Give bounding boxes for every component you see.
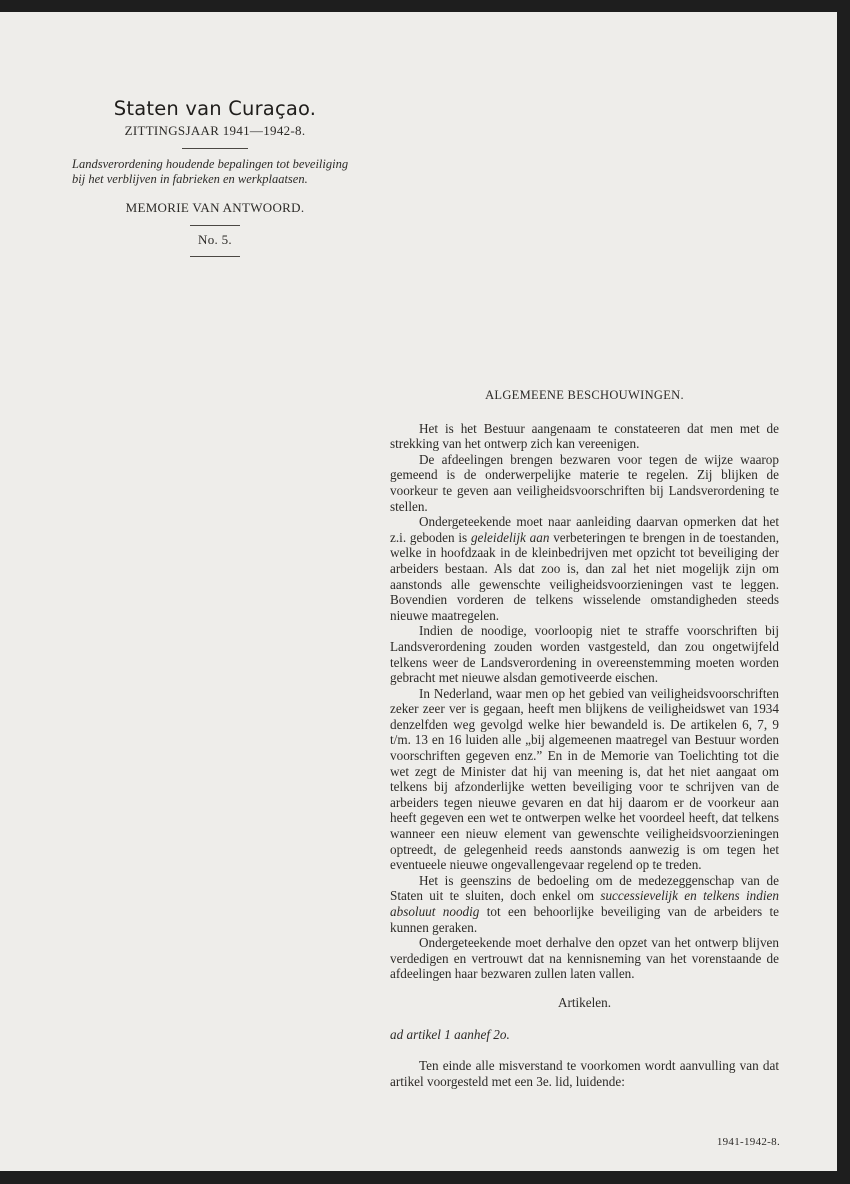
session-year: ZITTINGSJAAR 1941—1942-8.	[124, 123, 306, 138]
paragraph-text: verbeteringen te brengen in de toestanden, welke in hoofdzaak in de kleinbedrijven met opzicht tot beveiliging der arbeiders bestaan. Als dat zoo is, dan zal het niet mogelijk zijn om aanstonds alle gewenschte veiligheidsvoorzieningen vast te leggen. Bovendien vorderen de telkens wisselende omstandigheden steeds nieuwe maatregelen.	[390, 529, 779, 623]
paragraph: Ten einde alle misverstand te voorkomen wordt aanvulling van dat artikel voorgesteld met een 3e. lid, luidende:	[390, 1058, 779, 1089]
paragraph: Het is het Bestuur aangenaam te constateeren dat men met de strekking van het ontwerp zich kan vereenigen.	[390, 420, 779, 452]
header-divider	[182, 148, 248, 149]
paragraph	[390, 873, 779, 935]
document-title: Staten van Curaçao.	[113, 97, 317, 120]
paragraph: De afdeelingen brengen bezwaren voor tegen de wijze waarop gemeend is de onderwerpelijke materie te regelen. Zij blijken de voorkeur te geven aan veiligheidsvoorschriften bij Landsverordening te stellen.	[390, 451, 779, 514]
header-divider	[190, 256, 240, 257]
document-type: MEMORIE VAN ANTWOORD.	[125, 200, 305, 215]
emphasis-text: geleidelijk aan	[470, 529, 550, 545]
document-header	[60, 92, 370, 257]
paragraph-text: Het is geenszins de bedoeling om de medezeggenschap van de Staten uit te sluiten, doch enkel om	[390, 872, 779, 904]
document-page	[0, 12, 837, 1171]
document-number: No. 5.	[198, 232, 232, 247]
paragraph: In Nederland, waar men op het gebied van veiligheidsvoorschriften zeker zeer ver is gegaan, heeft men blijkens de veiligheidswet van 1934 denzelfden weg gevolgd welke hier bewandeld is. De artikelen 6, 7, 9 t/m. 13 en 16 luiden alle „bij algemeenen maatregel van Bestuur worden voorschriften gegeven enz.” En in de Memorie van Toelichting tot die wet zegt de Minister dat hij van meening is, dat het niet aangaat om telkens bij afzonderlijke wetten beveiliging voor te schrijven van de arbeiders tegen nieuwe gevaren en dat hij daarom er de voorkeur aan heeft gegeven een wet te ontwerpen welke het voordeel heeft, dat telkens wanneer een nieuw element van gewenschte veiligheidsvoorzieningen optreedt, de gelegenheid reeds aanstonds aanwezig is om tegen het eventueele nieuwe ongevallengevaar regelend op te treden.	[390, 685, 779, 873]
subject-title: Landsverordening houdende bepalingen tot beveiliging bij het verblijven in fabrieken en werkplaatsen.	[72, 157, 349, 186]
page-code: 1941-1942-8.	[716, 1136, 780, 1148]
section-heading: ALGEMEENE BESCHOUWINGEN.	[485, 388, 684, 402]
article-reference: ad artikel 1 aanhef 2o.	[390, 1026, 510, 1042]
paragraph: Indien de noodige, voorloopig niet te straffe voorschriften bij Landsverordening zouden worden vastgesteld, dan zou ongetwijfeld telkens weer de Landsverordening in overeenstemming moeten worden gebracht met nieuwe alsdan gemotiveerde eischen.	[390, 623, 779, 686]
paragraph-text: tot een behoorlijke beveiliging van de arbeiders te kunnen geraken.	[390, 904, 780, 935]
paragraph	[390, 514, 779, 623]
emphasis-text: successievelijk en telkens indien absoluut noodig	[390, 888, 779, 919]
articles-heading: Artikelen.	[557, 994, 612, 1010]
paragraph-text: Ondergeteekende moet naar aanleiding daarvan opmerken dat het z.i. geboden is	[390, 514, 779, 545]
header-divider	[190, 225, 240, 226]
paragraph: Ondergeteekende moet derhalve den opzet van het ontwerp blijven verdedigen en vertrouwt dat na kennisneming van het vorenstaande de afdeelingen haar bezwaren zullen laten vallen.	[390, 935, 779, 982]
body-text-column	[390, 388, 779, 1089]
